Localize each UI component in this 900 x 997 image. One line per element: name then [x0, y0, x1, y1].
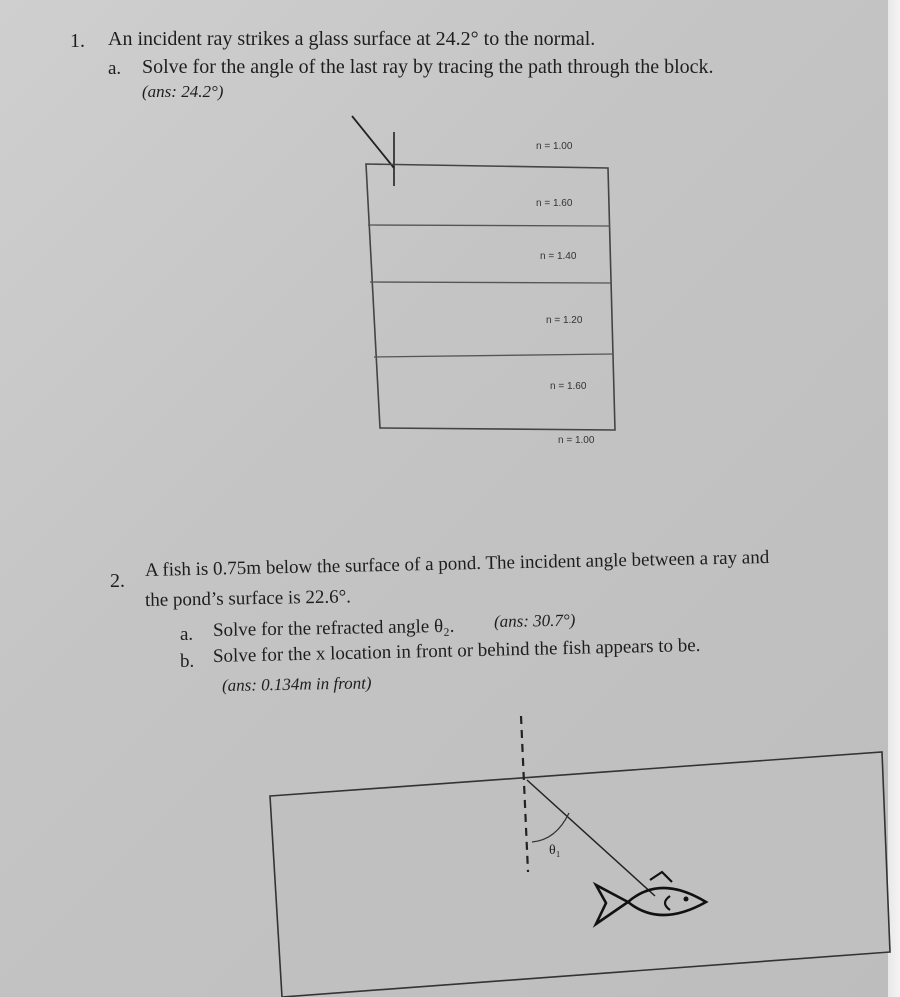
q2-line1: A fish is 0.75m below the surface of a pond. The incident angle between a ray and: [144, 546, 770, 581]
index-label-layer-3: n = 1.20: [546, 315, 583, 326]
q1-a-text: Solve for the angle of the last ray by tracing the path through the block.: [142, 56, 714, 78]
q2-b-label: b.: [180, 651, 195, 672]
q2-a-label: a.: [180, 624, 194, 645]
q2-a-answer: (ans: 30.7°): [493, 610, 576, 631]
q2-b-text: Solve for the x location in front or behind the fish appears to be.: [212, 634, 701, 667]
pond: [270, 752, 890, 997]
q1-number: 1.: [70, 30, 85, 52]
index-label-layer-2: n = 1.40: [540, 251, 577, 262]
index-label-layer-1: n = 1.60: [536, 198, 573, 209]
q2-b-answer: (ans: 0.134m in front): [221, 673, 372, 695]
q1-a-label: a.: [108, 58, 122, 79]
theta1-label: θ₁: [549, 843, 561, 858]
q2-a-text: Solve for the refracted angle θ₂.: [212, 615, 455, 641]
index-label-bottom: n = 1.00: [558, 435, 595, 446]
q2-line2: the pond’s surface is 22.6°.: [144, 586, 352, 611]
q1-text: An incident ray strikes a glass surface at 24.2° to the normal.: [108, 28, 596, 50]
index-label-layer-4: n = 1.60: [550, 381, 587, 392]
q2-number: 2.: [110, 570, 125, 592]
q1-answer: (ans: 24.2°): [142, 82, 224, 101]
index-label-top: n = 1.00: [536, 141, 573, 152]
